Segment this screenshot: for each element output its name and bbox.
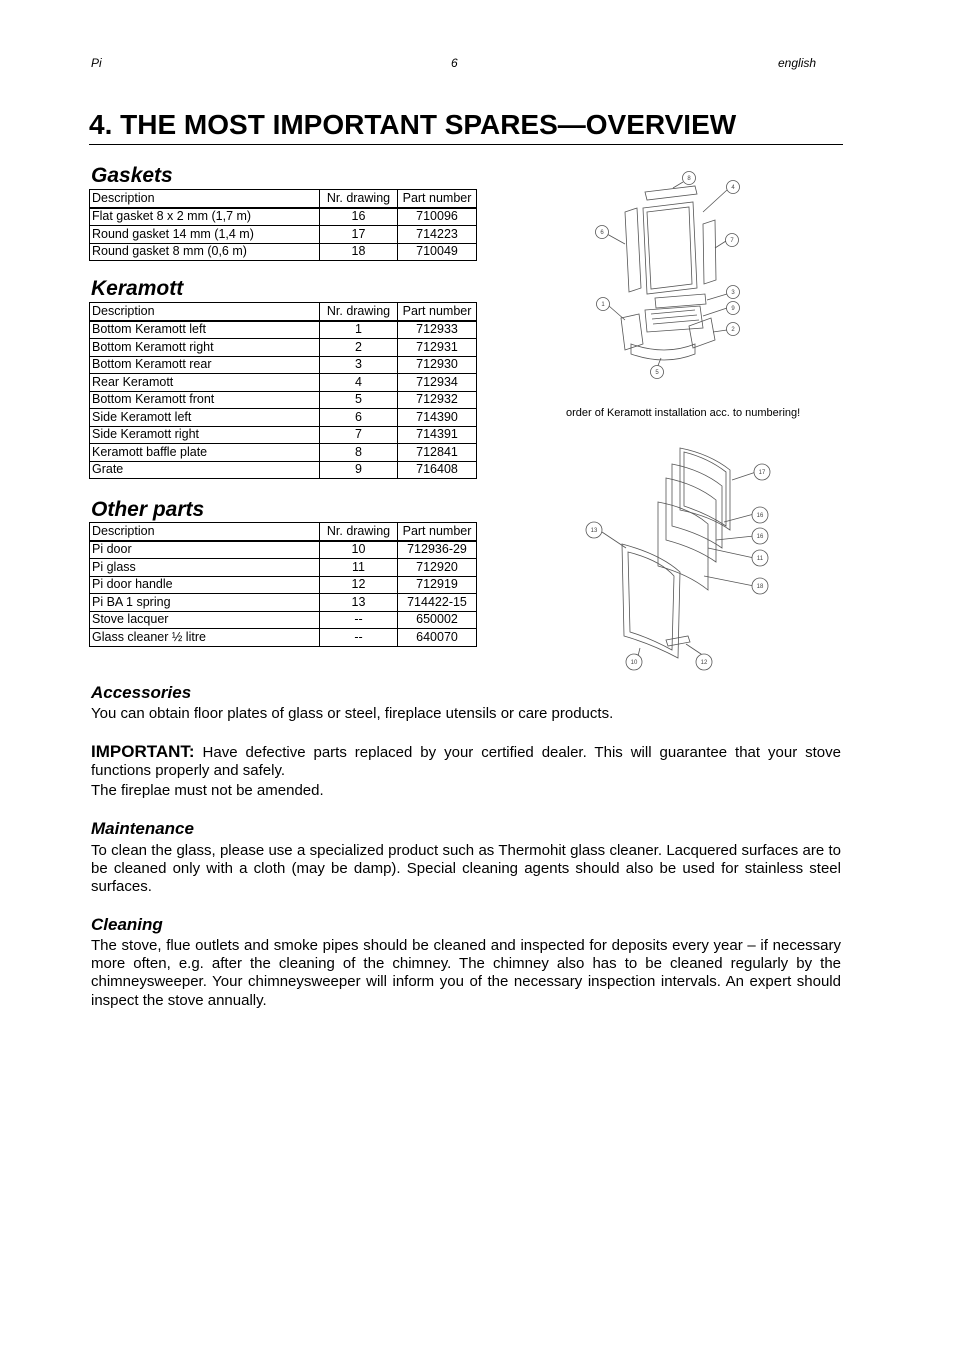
cell-draw: 1 bbox=[320, 321, 398, 339]
table-header-row bbox=[90, 523, 477, 541]
callout-label: 13 bbox=[590, 528, 598, 534]
table-header-row bbox=[90, 190, 477, 208]
baffle-plate-drawing bbox=[645, 186, 697, 200]
table-row bbox=[90, 611, 477, 629]
cell-part: 712933 bbox=[398, 321, 477, 339]
cell-desc: Keramott baffle plate bbox=[90, 444, 320, 462]
col-part-number: Part number bbox=[398, 190, 477, 208]
accessories-text: You can obtain floor plates of glass or steel, fireplace utensils or care products. bbox=[91, 705, 614, 722]
other-parts-heading: Other parts bbox=[91, 498, 205, 521]
callout-label: 17 bbox=[758, 470, 766, 476]
table-row bbox=[90, 374, 477, 392]
table-row bbox=[90, 461, 477, 479]
cell-part: 714422-15 bbox=[398, 594, 477, 612]
cell-draw: 4 bbox=[320, 374, 398, 392]
callout-label: 4 bbox=[731, 185, 735, 191]
cell-part: 714223 bbox=[398, 226, 477, 244]
cell-draw: 9 bbox=[320, 461, 398, 479]
cell-part: 716408 bbox=[398, 461, 477, 479]
callouts bbox=[586, 464, 770, 670]
callout-label: 3 bbox=[731, 290, 735, 296]
cell-draw: 17 bbox=[320, 226, 398, 244]
glass-frame-drawing bbox=[672, 464, 722, 548]
cell-desc: Rear Keramott bbox=[90, 374, 320, 392]
cell-desc: Bottom Keramott left bbox=[90, 321, 320, 339]
table-row bbox=[90, 208, 477, 226]
callout-label: 16 bbox=[756, 513, 764, 519]
keramott-heading: Keramott bbox=[91, 277, 184, 300]
callout-label: 8 bbox=[687, 176, 691, 182]
other-parts-table bbox=[89, 522, 477, 647]
cell-part: 712920 bbox=[398, 559, 477, 577]
cell-desc: Pi door handle bbox=[90, 576, 320, 594]
cell-part: 650002 bbox=[398, 611, 477, 629]
cell-draw: 5 bbox=[320, 391, 398, 409]
cell-desc: Bottom Keramott right bbox=[90, 339, 320, 357]
cell-desc: Side Keramott right bbox=[90, 426, 320, 444]
cell-draw: -- bbox=[320, 611, 398, 629]
maintenance-heading: Maintenance bbox=[91, 819, 194, 838]
table-row bbox=[90, 356, 477, 374]
cell-draw: 11 bbox=[320, 559, 398, 577]
table-row bbox=[90, 409, 477, 427]
side-keramott-left-drawing bbox=[625, 208, 641, 292]
page-number: 6 bbox=[451, 56, 458, 70]
cell-desc: Pi BA 1 spring bbox=[90, 594, 320, 612]
side-keramott-right-drawing bbox=[703, 220, 716, 284]
col-description: Description bbox=[90, 303, 320, 321]
col-nr-drawing: Nr. drawing bbox=[320, 303, 398, 321]
table-row bbox=[90, 321, 477, 339]
col-nr-drawing: Nr. drawing bbox=[320, 190, 398, 208]
cell-part: 714391 bbox=[398, 426, 477, 444]
cell-part: 712934 bbox=[398, 374, 477, 392]
cell-part: 712931 bbox=[398, 339, 477, 357]
cell-part: 712841 bbox=[398, 444, 477, 462]
cell-desc: Bottom Keramott rear bbox=[90, 356, 320, 374]
cell-draw: 3 bbox=[320, 356, 398, 374]
col-part-number: Part number bbox=[398, 303, 477, 321]
keramott-table bbox=[89, 302, 477, 479]
cell-draw: 18 bbox=[320, 243, 398, 261]
table-header-row bbox=[90, 303, 477, 321]
table-row bbox=[90, 629, 477, 647]
callout-label: 5 bbox=[655, 370, 659, 376]
table-row bbox=[90, 243, 477, 261]
col-description: Description bbox=[90, 190, 320, 208]
col-part-number: Part number bbox=[398, 523, 477, 541]
cell-draw: -- bbox=[320, 629, 398, 647]
gaskets-table bbox=[89, 189, 477, 261]
cell-draw: 2 bbox=[320, 339, 398, 357]
cell-draw: 7 bbox=[320, 426, 398, 444]
header-model: Pi bbox=[91, 56, 102, 70]
cell-desc: Stove lacquer bbox=[90, 611, 320, 629]
important-notice bbox=[91, 743, 841, 780]
installation-caption: order of Keramott installation acc. to numbering! bbox=[566, 407, 801, 419]
keramott-exploded-diagram bbox=[585, 168, 755, 383]
cell-desc: Round gasket 14 mm (1,4 m) bbox=[90, 226, 320, 244]
rear-keramott-drawing bbox=[643, 202, 697, 294]
cell-draw: 6 bbox=[320, 409, 398, 427]
table-row bbox=[90, 559, 477, 577]
callout-label: 6 bbox=[600, 230, 604, 236]
cell-desc: Glass cleaner ½ litre bbox=[90, 629, 320, 647]
cell-part: 712919 bbox=[398, 576, 477, 594]
cell-part: 712930 bbox=[398, 356, 477, 374]
cell-part: 710096 bbox=[398, 208, 477, 226]
cell-part: 712936-29 bbox=[398, 541, 477, 559]
table-row bbox=[90, 339, 477, 357]
door-exploded-diagram bbox=[580, 440, 780, 675]
gasket-frame-drawing bbox=[680, 448, 730, 530]
cell-part: 712932 bbox=[398, 391, 477, 409]
col-nr-drawing: Nr. drawing bbox=[320, 523, 398, 541]
accessories-heading: Accessories bbox=[91, 683, 192, 702]
cell-draw: 16 bbox=[320, 208, 398, 226]
cell-draw: 12 bbox=[320, 576, 398, 594]
cell-draw: 10 bbox=[320, 541, 398, 559]
important-text: Have defective parts replaced by your certified dealer. This will guarantee that your stove functions properly and safely. bbox=[91, 744, 841, 780]
cell-desc: Bottom Keramott front bbox=[90, 391, 320, 409]
table-row bbox=[90, 391, 477, 409]
cell-draw: 8 bbox=[320, 444, 398, 462]
callout-label: 9 bbox=[731, 306, 735, 312]
cell-desc: Pi door bbox=[90, 541, 320, 559]
callout-label: 7 bbox=[730, 238, 734, 244]
cell-part: 714390 bbox=[398, 409, 477, 427]
callouts bbox=[596, 172, 740, 379]
door-drawing bbox=[622, 544, 680, 658]
callout-label: 11 bbox=[756, 556, 764, 562]
callout-label: 18 bbox=[756, 584, 764, 590]
gaskets-heading: Gaskets bbox=[91, 164, 173, 187]
callout-label: 2 bbox=[731, 327, 735, 333]
table-row bbox=[90, 594, 477, 612]
table-row bbox=[90, 444, 477, 462]
callout-label: 10 bbox=[630, 660, 638, 666]
col-description: Description bbox=[90, 523, 320, 541]
cleaning-heading: Cleaning bbox=[91, 915, 163, 934]
cell-desc: Pi glass bbox=[90, 559, 320, 577]
page-title: 4. THE MOST IMPORTANT SPARES—OVERVIEW bbox=[89, 108, 843, 145]
table-row bbox=[90, 541, 477, 559]
important-label: IMPORTANT: bbox=[91, 742, 195, 761]
callout-label: 1 bbox=[601, 302, 605, 308]
callout-label: 12 bbox=[700, 660, 708, 666]
callout-label: 16 bbox=[756, 534, 764, 540]
maintenance-text: To clean the glass, please use a specialized product such as Thermohit glass cleaner. Lacquered surfaces are to be cleaned only with a cloth (may be damp). Special cleaning agents should also be used for stainless steel surfaces. bbox=[91, 842, 841, 896]
cell-desc: Side Keramott left bbox=[90, 409, 320, 427]
cell-draw: 13 bbox=[320, 594, 398, 612]
cell-desc: Grate bbox=[90, 461, 320, 479]
cell-desc: Flat gasket 8 x 2 mm (1,7 m) bbox=[90, 208, 320, 226]
cleaning-text: The stove, flue outlets and smoke pipes should be cleaned and inspected for deposits every year – if necessary more often, e.g. after the cleaning of the chimney. The chimney also has to be cleaned regularly by the chimneysweeper. Your chimneysweeper will inform you of the necessary inspection intervals. An expert should inspect the stove annually. bbox=[91, 937, 841, 1009]
table-row bbox=[90, 226, 477, 244]
cell-part: 640070 bbox=[398, 629, 477, 647]
header-language: english bbox=[778, 56, 817, 70]
table-row bbox=[90, 426, 477, 444]
cell-desc: Round gasket 8 mm (0,6 m) bbox=[90, 243, 320, 261]
bottom-front-drawing bbox=[631, 344, 695, 360]
cell-part: 710049 bbox=[398, 243, 477, 261]
table-row bbox=[90, 576, 477, 594]
important-text-2: The fireplae must not be amended. bbox=[91, 782, 324, 799]
